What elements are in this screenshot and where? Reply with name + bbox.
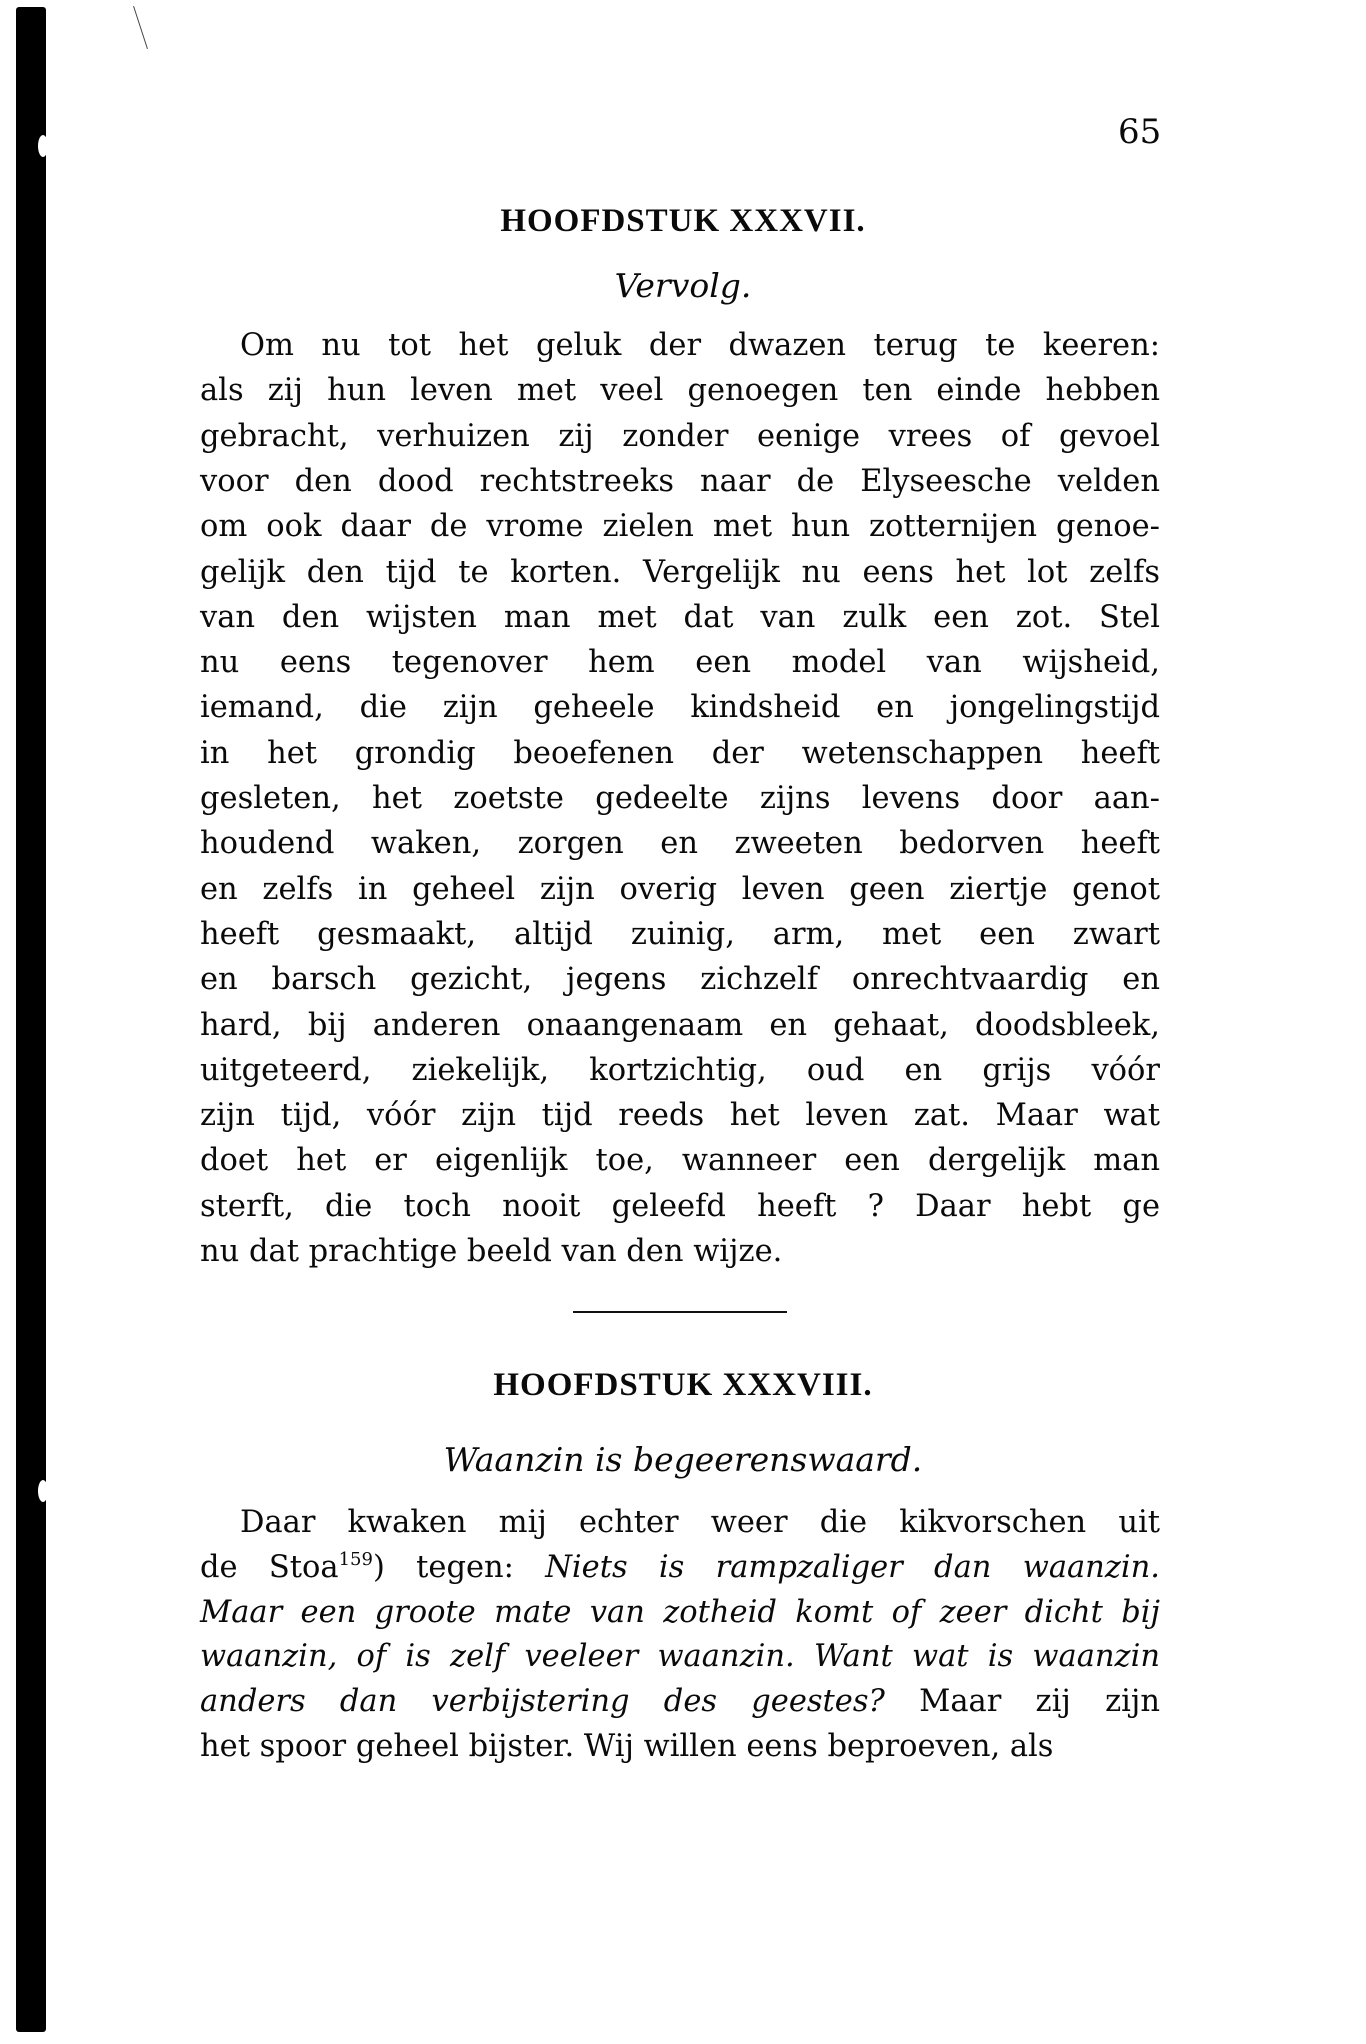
- text-segment: sterft, die toch nooit geleefd heeft ? Daar hebt ge: [200, 1188, 1160, 1224]
- binding-notch: [38, 1480, 48, 1502]
- text-line: [200, 916, 1160, 952]
- text-segment: van den wijsten man met dat van zulk een zot. Stel: [200, 599, 1160, 635]
- text-line: [200, 1143, 1160, 1179]
- text-segment: gelijk den tijd te korten. Vergelijk nu eens het lot zelfs: [200, 554, 1160, 590]
- text-line: [200, 1007, 1160, 1043]
- text-line: [200, 1639, 1160, 1675]
- binding-notch: [38, 135, 48, 157]
- text-segment: uitgeteerd, ziekelijk, kortzichtig, oud en grijs vóór: [200, 1052, 1160, 1088]
- text-line: [200, 645, 1160, 681]
- section-separator: [573, 1311, 787, 1313]
- text-segment: zijn tijd, vóór zijn tijd reeds het leven zat. Maar wat: [200, 1098, 1160, 1134]
- text-line: [200, 463, 1160, 499]
- text-line: [200, 1234, 1160, 1269]
- text-segment: Maar zij zijn: [884, 1684, 1160, 1720]
- text-segment: om ook daar de vrome zielen met hun zotternijen genoe-: [200, 509, 1160, 545]
- text-segment: houdend waken, zorgen en zweeten bedorven heeft: [200, 826, 1160, 862]
- text-segment: als zij hun leven met veel genoegen ten einde hebben: [200, 373, 1160, 409]
- chapter-heading-text: HOOFDSTUK XXXVIII.: [493, 1367, 873, 1403]
- text-line: [200, 962, 1160, 998]
- text-segment: ) tegen:: [372, 1549, 546, 1585]
- footnote-reference: 159: [338, 1548, 373, 1570]
- italic-text: Niets is rampzaliger dan waanzin.: [545, 1549, 1160, 1585]
- text-line: [200, 509, 1160, 545]
- text-segment: en barsch gezicht, jegens zichzelf onrechtvaardig en: [200, 962, 1160, 998]
- chapter-heading-text: HOOFDSTUK XXXVII.: [500, 203, 866, 239]
- text-line: [200, 373, 1160, 409]
- text-line: [200, 599, 1160, 635]
- text-segment: in het grondig beoefenen der wetenschappen heeft: [200, 735, 1160, 771]
- text-segment: iemand, die zijn geheele kindsheid en jongelingstijd: [200, 690, 1160, 726]
- text-segment: gesleten, het zoetste gedeelte zijns levens door aan-: [200, 781, 1160, 816]
- text-line: [200, 1188, 1160, 1224]
- italic-text: anders dan verbijstering des geestes?: [200, 1684, 885, 1720]
- text-line: [200, 735, 1160, 771]
- text-line: [200, 1052, 1160, 1088]
- italic-text: Maar een groote mate van zotheid komt of zeer dicht bij: [200, 1594, 1160, 1630]
- chapter-subtitle: Waanzin is begeerenswaard.: [443, 1440, 923, 1479]
- text-segment: Om nu tot het geluk der dwazen terug te keeren:: [240, 328, 1160, 363]
- text-line: [200, 871, 1160, 907]
- text-segment: hard, bij anderen onaangenaam en gehaat, doodsbleek,: [200, 1007, 1160, 1043]
- text-line: [200, 1098, 1160, 1134]
- chapter-heading: [0, 1367, 1366, 1404]
- italic-text: waanzin, of is zelf veeleer waanzin. Want wat is waanzin: [200, 1639, 1160, 1675]
- page-number: 65: [1118, 112, 1162, 152]
- scan-speck: [133, 6, 148, 49]
- text-segment: heeft gesmaakt, altijd zuinig, arm, met een zwart: [200, 916, 1160, 952]
- text-segment: de Stoa: [200, 1549, 339, 1585]
- text-line: [200, 781, 1160, 816]
- chapter-heading: [0, 203, 1366, 240]
- text-segment: gebracht, verhuizen zij zonder eenige vrees of gevoel: [200, 418, 1160, 454]
- text-segment: doet het er eigenlijk toe, wanneer een dergelijk man: [200, 1143, 1160, 1179]
- text-line: [200, 1729, 1160, 1764]
- text-line: [200, 1594, 1160, 1630]
- text-line: [200, 1684, 1160, 1720]
- text-segment: Daar kwaken mij echter weer die kikvorschen uit: [240, 1505, 1160, 1540]
- text-segment: nu eens tegenover hem een model van wijsheid,: [200, 645, 1160, 681]
- text-line: [200, 554, 1160, 590]
- chapter-subtitle: Vervolg.: [614, 266, 752, 305]
- text-line: [200, 1548, 1160, 1585]
- text-line: [200, 418, 1160, 454]
- text-segment: nu dat prachtige beeld van den wijze.: [200, 1234, 783, 1269]
- text-line: [200, 690, 1160, 726]
- text-line: [200, 826, 1160, 862]
- text-segment: voor den dood rechtstreeks naar de Elyseesche velden: [200, 463, 1160, 499]
- text-line: [240, 328, 1160, 363]
- text-segment: het spoor geheel bijster. Wij willen eens beproeven, als: [200, 1729, 1054, 1764]
- text-line: [240, 1505, 1160, 1540]
- text-segment: en zelfs in geheel zijn overig leven geen ziertje genot: [200, 871, 1160, 907]
- book-binding-edge: [16, 7, 46, 2032]
